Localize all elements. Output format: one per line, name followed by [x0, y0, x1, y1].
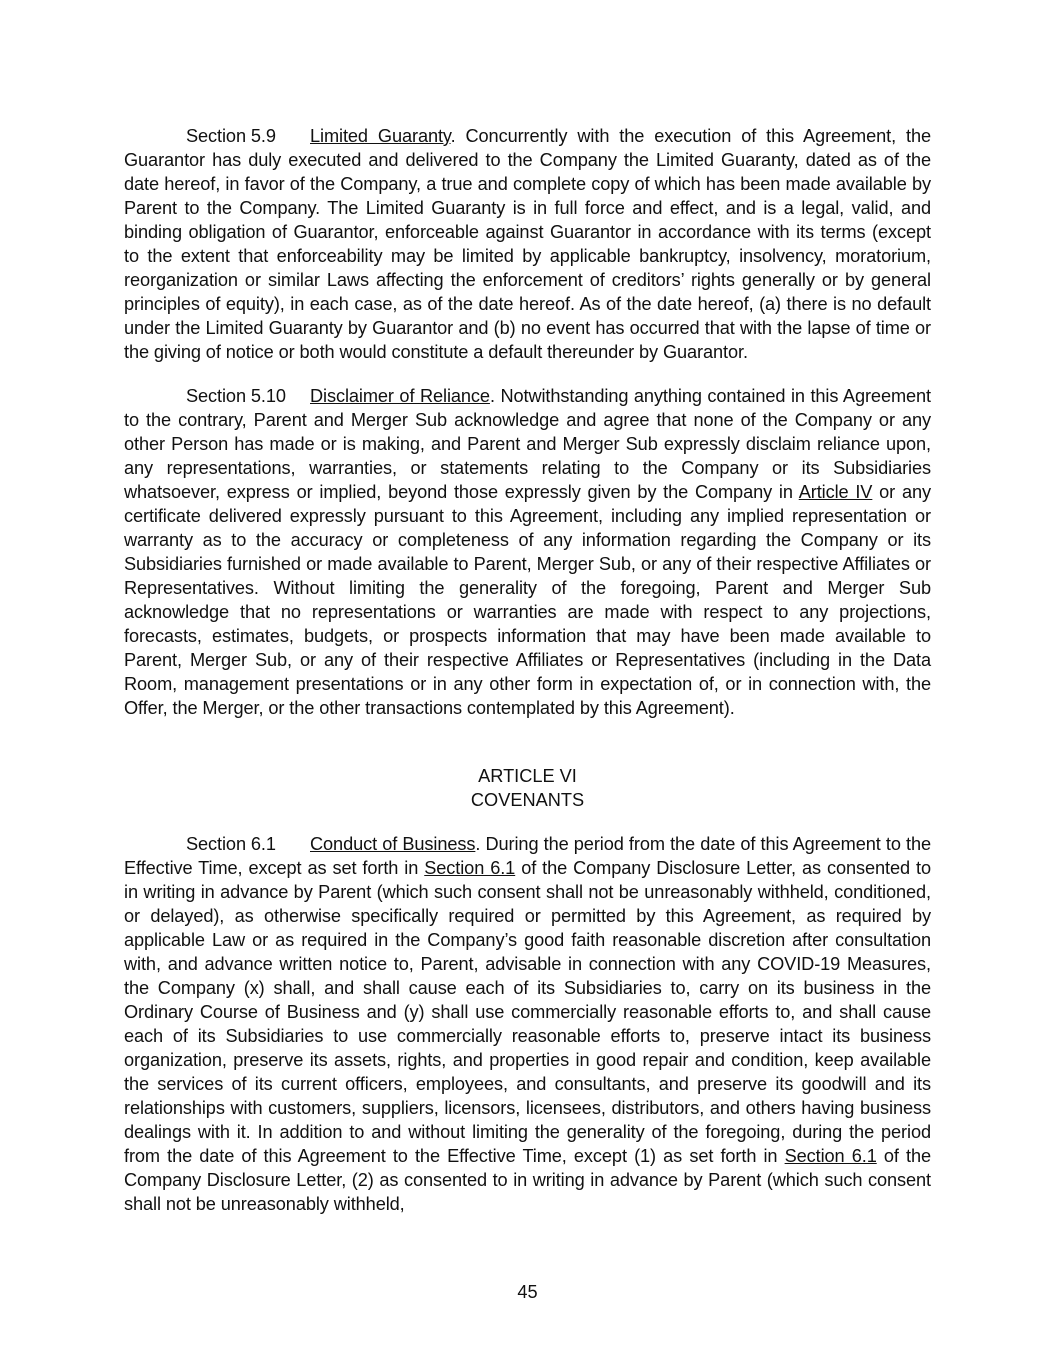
section-heading: Conduct of Business — [310, 834, 476, 854]
section-body: of the Company Disclosure Letter, as consented to in writing in advance by Parent (which such consent shall not be unreasonably withheld, conditioned, or delayed), as otherwise specifically required or permitted by this Agreement, as required by applicable Law or as required in the Company’s good faith reasonable discretion after consultation with, and advance written notice to, Parent, advisable in connection with any COVID-19 Measures, the Company (x) shall, and shall cause each of its Subsidiaries to, carry on its business in the Ordinary Course of Business and (y) shall use commercially reasonable efforts to, and shall cause each of its Subsidiaries to use commercially reasonable efforts to, preserve intact its business organization, preserve its assets, rights, and properties in good repair and condition, keep available the services of its current officers, employees, and consultants, and preserve its goodwill and its relationships with customers, suppliers, licensors, licensees, distributors, and others having business dealings with it. In addition to and without limiting the generality of the foregoing, during the period from the date of this Agreement to the Effective Time, except (1) as set forth in — [124, 858, 932, 1166]
section-number: Section 6.1 — [186, 834, 276, 854]
section-body: of the Company Disclosure Letter, (2) as consented to in writing in advance by Parent (which such consent shall not be unreasonably withheld, — [124, 1146, 931, 1214]
article-title: COVENANTS — [470, 790, 585, 810]
section-6-1-paragraph — [124, 832, 931, 1216]
section-body: . Concurrently with the execution of this Agreement, the Guarantor has duly executed and delivered to the Company the Limited Guaranty, dated as of the date hereof, in favor of the Company, a true and complete copy of which has been made available by Parent to the Company. The Limited Guaranty is in full force and effect, and is a legal, valid, and binding obligation of Guarantor, enforceable against Guarantor in accordance with its terms (except to the extent that enforceability may be limited by applicable bankruptcy, insolvency, moratorium, reorganization or similar Laws affecting the enforcement of creditors’ rights generally or by general principles of equity), in each case, as of the date hereof. As of the date hereof, (a) there is no default under the Limited Guaranty by Guarantor and (b) no event has occurred that with the lapse of time or the giving of notice or both would constitute a default thereunder by Guarantor. — [124, 126, 932, 362]
section-heading: Disclaimer of Reliance — [310, 386, 490, 406]
section-6-1-reference: Section 6.1 — [424, 858, 516, 878]
section-5-10-paragraph — [124, 384, 931, 720]
section-body: . Notwithstanding anything contained in this Agreement to the contrary, Parent and Merger Sub acknowledge and agree that none of the Company or any other Person has made or is making, and Parent and Merger Sub expressly disclaim reliance upon, any representations, warranties, or statements relating to the Company or its Subsidiaries whatsoever, express or implied, beyond those expressly given by the Company in — [124, 386, 931, 502]
section-6-1-reference: Section 6.1 — [784, 1146, 877, 1166]
section-5-9-paragraph — [124, 124, 931, 364]
article-number: ARTICLE VI — [478, 766, 577, 786]
section-number: Section 5.10 — [186, 386, 286, 406]
page-number: 45 — [517, 1282, 538, 1302]
section-body: or any certificate delivered expressly pursuant to this Agreement, including any implied representation or warranty as to the accuracy or completeness of any information regarding the Company or its Subsidiaries furnished or made available to Parent, Merger Sub, or any of their respective Affiliates or Representatives. Without limiting the generality of the foregoing, Parent and Merger Sub acknowledge that no representations or warranties are made with respect to any projections, forecasts, estimates, budgets, or prospects information that may have been made available to Parent, Merger Sub, or any of their respective Affiliates or Representatives (including in the Data Room, management presentations or in any other form in expectation of, or in connection with, the Offer, the Merger, or the other transactions contemplated by this Agreement). — [124, 482, 931, 718]
article-heading — [124, 764, 931, 812]
section-body: . During the period from the date of this Agreement to the Effective Time, except as set forth in — [124, 834, 931, 878]
article-iv-reference: Article IV — [798, 482, 873, 502]
document-page — [124, 124, 931, 1216]
section-number: Section 5.9 — [186, 126, 276, 146]
section-heading: Limited Guaranty — [310, 126, 451, 146]
